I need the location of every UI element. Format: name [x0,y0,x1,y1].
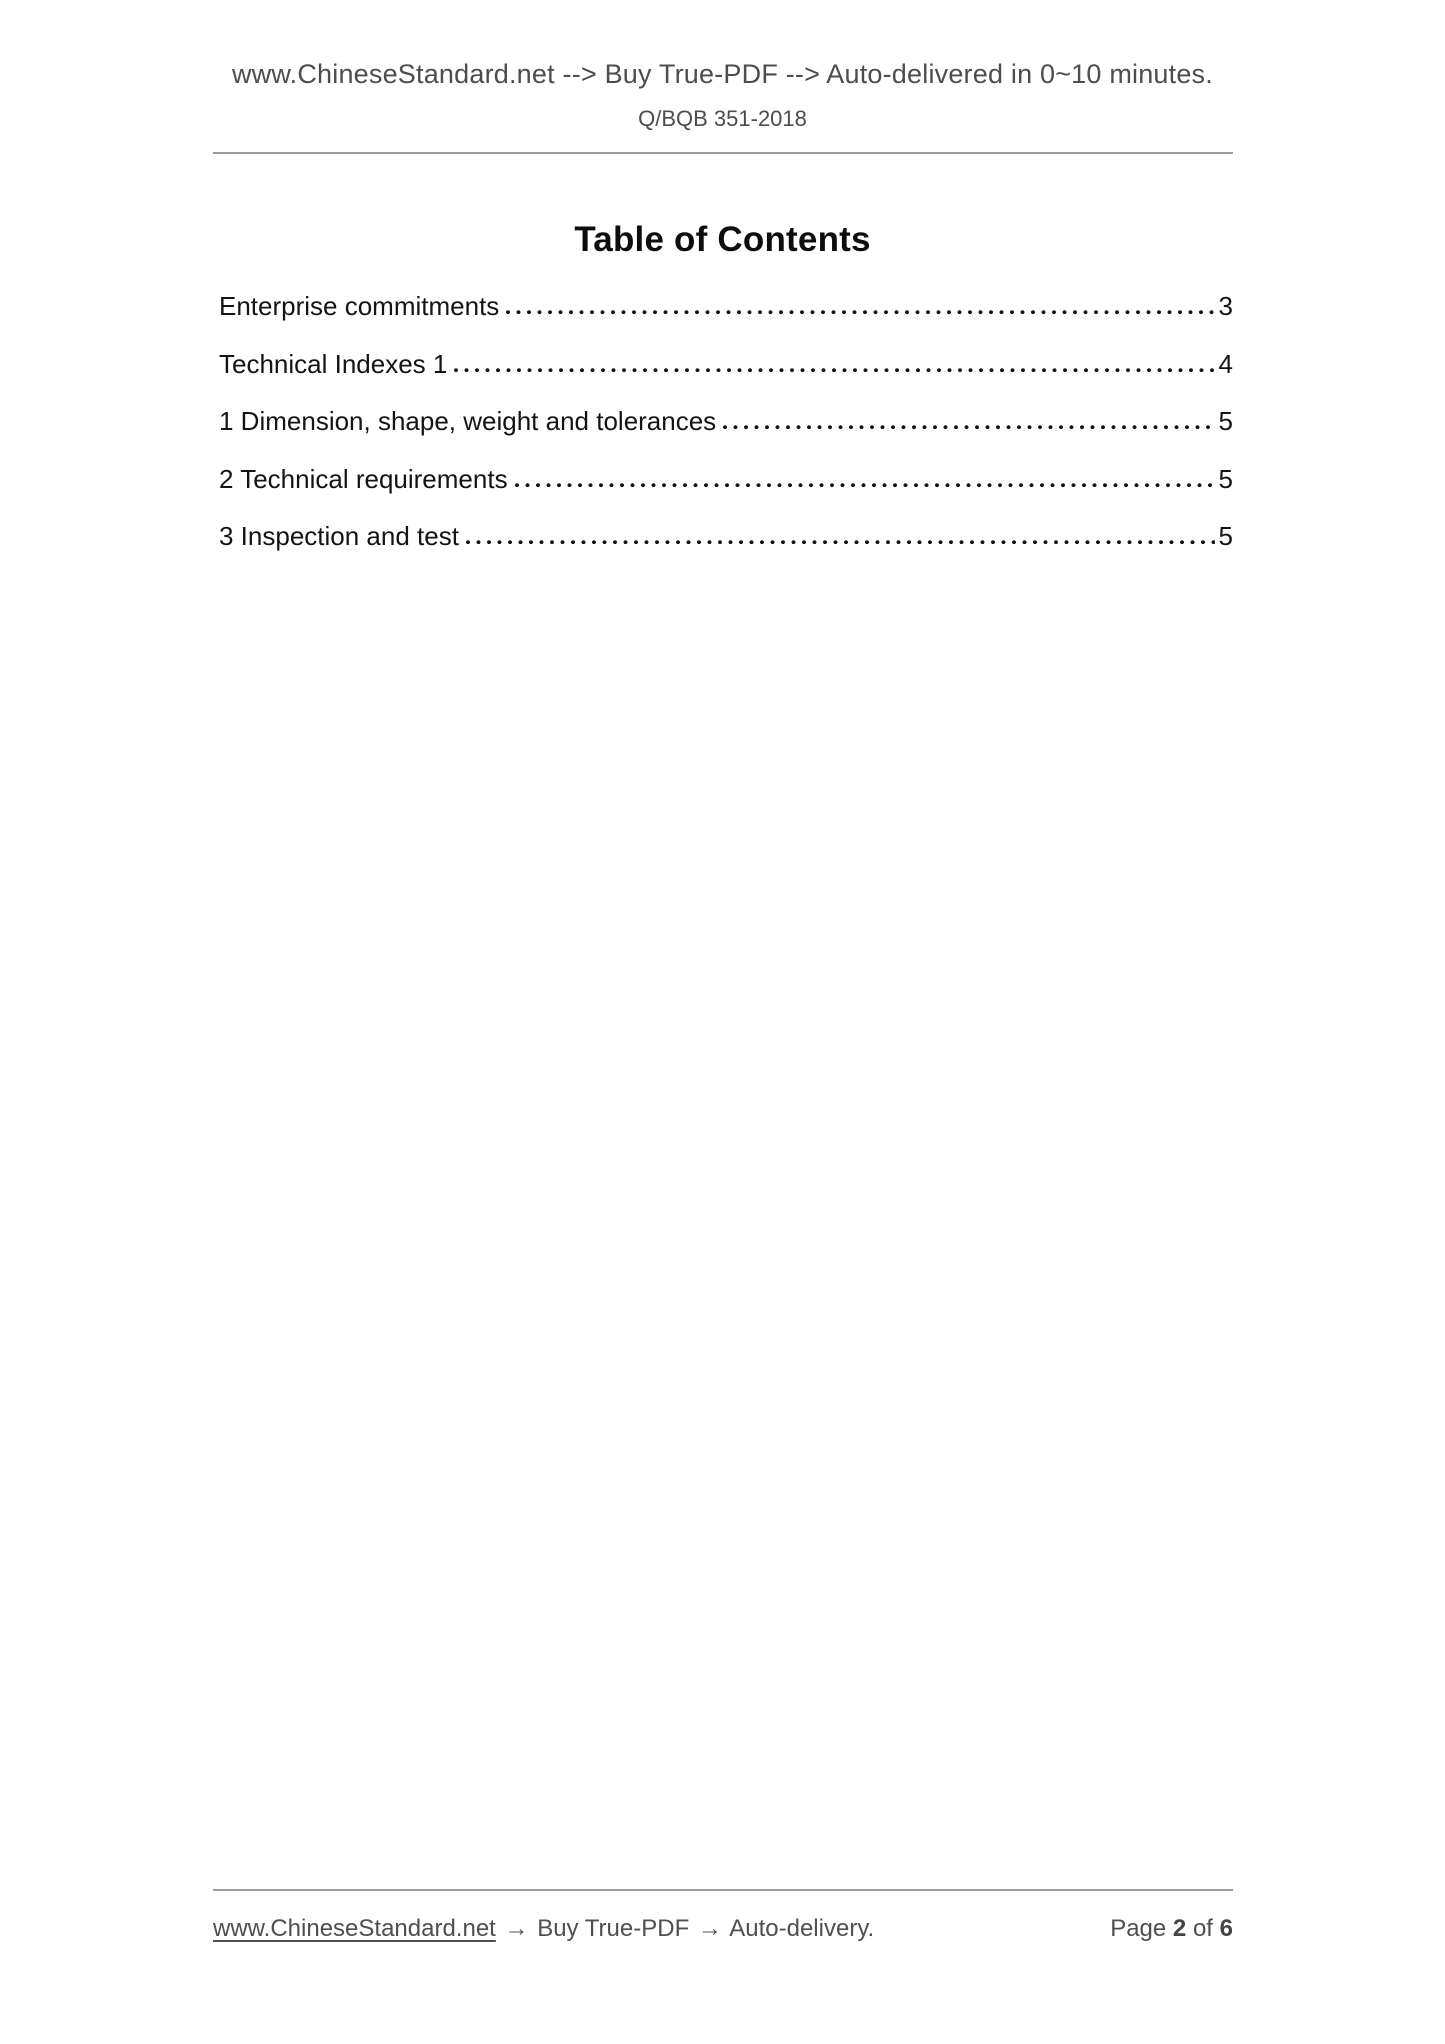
page-indicator-label: Page [1110,1915,1167,1942]
right-arrow-icon: → [504,1915,529,1942]
toc-entry[interactable] [213,349,1233,377]
toc-entry[interactable] [213,521,1233,549]
toc-entry-page: 4 [1218,348,1233,379]
toc-entry-label: 3 Inspection and test [219,521,459,551]
toc-leader-dots [515,483,1215,488]
footer-buy-text: Buy True-PDF [537,1915,690,1942]
toc-entry-label: 2 Technical requirements [219,463,508,494]
header-divider [213,152,1233,154]
page-indicator-total: 6 [1219,1915,1233,1942]
toc-entry-page: 5 [1218,463,1233,494]
toc-leader-dots [723,425,1214,430]
toc-list [213,291,1233,579]
toc-entry-page: 5 [1218,406,1233,436]
toc-entry-page: 3 [1218,291,1233,321]
footer [213,1915,1233,1943]
page-indicator [1110,1915,1233,1943]
header-standard-number: Q/BQB 351-2018 [638,106,807,131]
footer-site-link[interactable]: www.ChineseStandard.net [213,1915,496,1942]
page-indicator-of: of [1192,1915,1213,1942]
page-indicator-current: 2 [1172,1915,1187,1942]
toc-entry[interactable] [213,291,1233,319]
header-site-banner: www.ChineseStandard.net --> Buy True-PDF --> Auto-delivered in 0~10 minutes. [232,59,1213,89]
toc-entry-label: 1 Dimension, shape, weight and tolerances [219,406,717,436]
toc-entry-label: Enterprise commitments [219,291,500,321]
toc-entry-page: 5 [1218,521,1233,551]
toc-leader-dots [454,368,1214,373]
toc-entry-label: Technical Indexes 1 [219,348,448,379]
toc-leader-dots [506,310,1214,315]
toc-title: Table of Contents [574,220,871,259]
footer-delivery-text: Auto-delivery. [729,1915,875,1942]
footer-banner [213,1915,874,1943]
right-arrow-icon: → [697,1915,722,1942]
toc-entry[interactable] [213,464,1233,492]
toc-entry[interactable] [213,406,1233,434]
footer-divider [213,1889,1233,1891]
toc-leader-dots [466,540,1215,545]
